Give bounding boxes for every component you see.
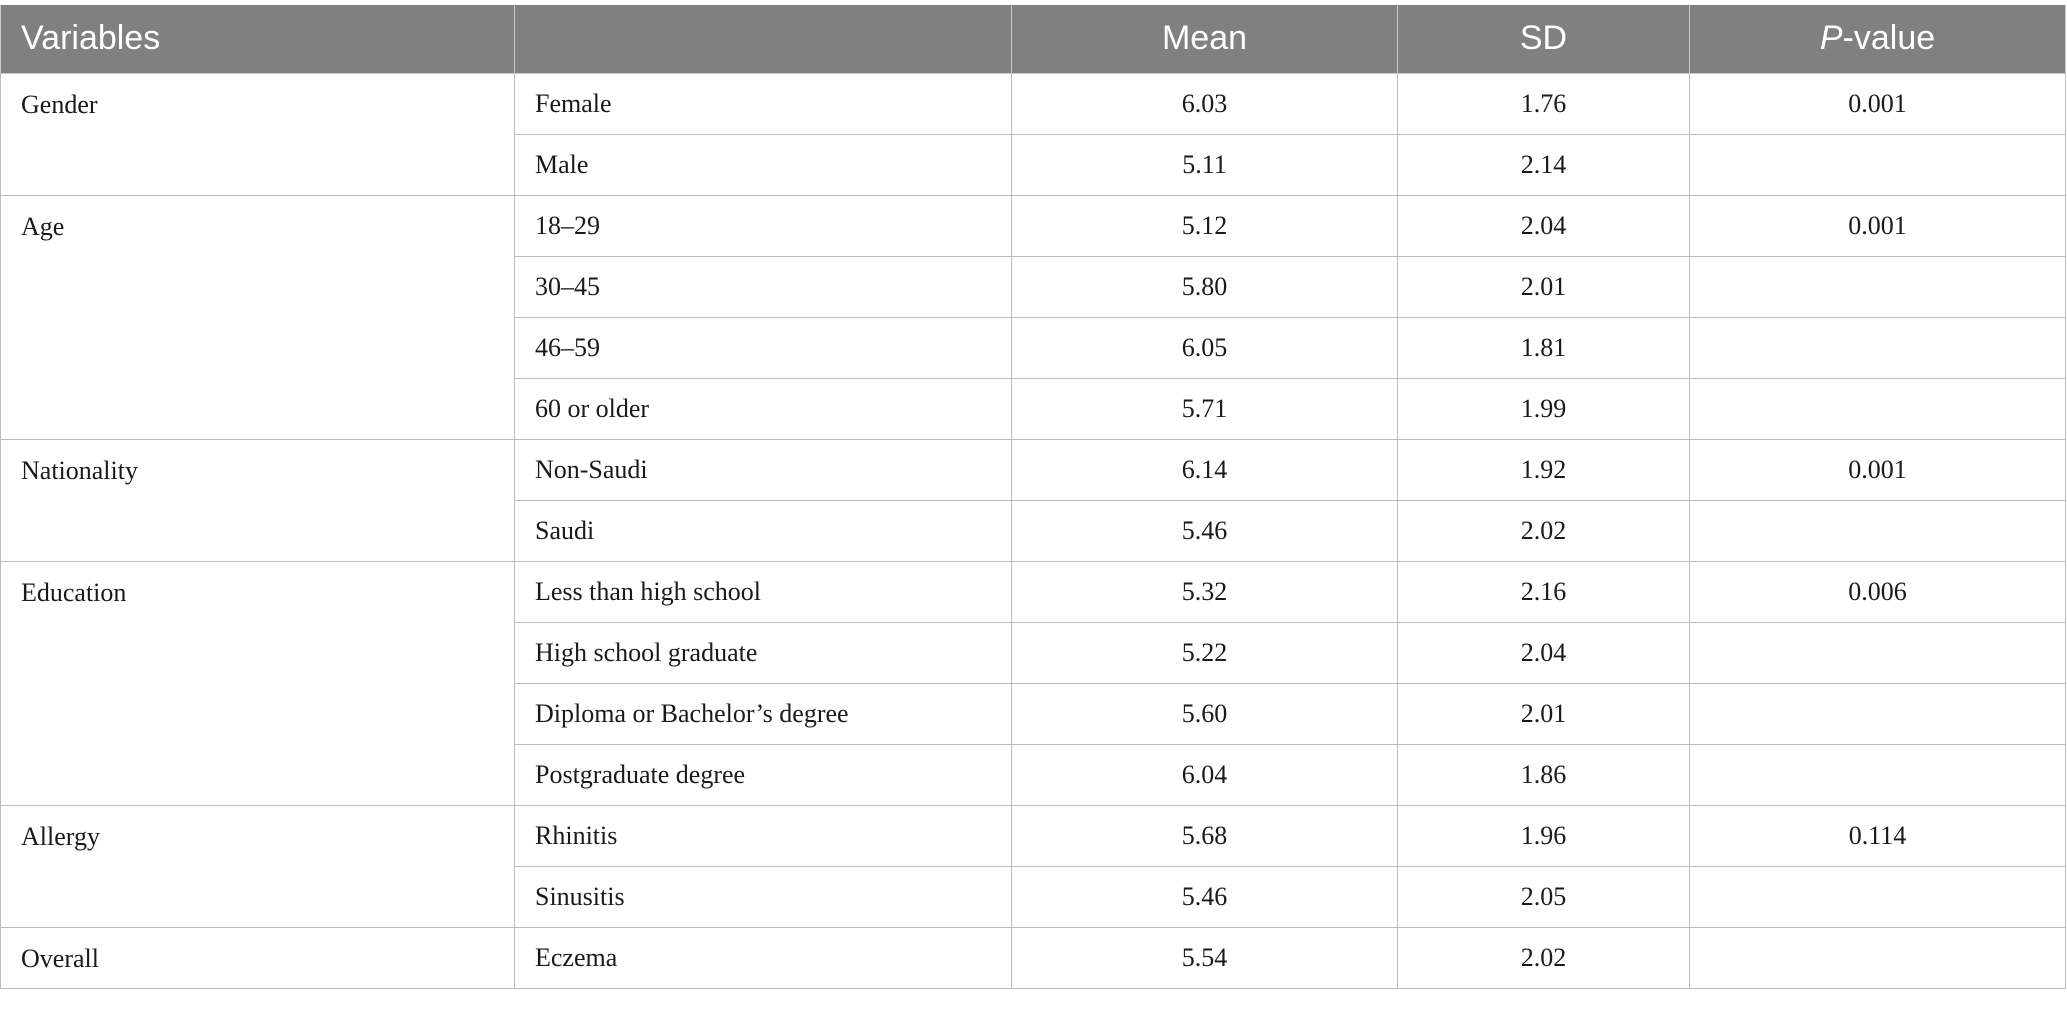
category-cell: 30–45 [515,256,1012,317]
sd-cell: 1.81 [1398,317,1690,378]
variable-cell: Education [1,561,515,805]
category-cell: 46–59 [515,317,1012,378]
mean-cell: 5.22 [1012,622,1398,683]
p-value-cell: 0.006 [1690,561,2066,622]
sd-cell: 1.76 [1398,73,1690,134]
p-value-cell [1690,683,2066,744]
sd-cell: 2.04 [1398,622,1690,683]
p-value-cell: 0.001 [1690,439,2066,500]
mean-cell: 5.71 [1012,378,1398,439]
sd-cell: 2.02 [1398,927,1690,988]
p-value-cell [1690,134,2066,195]
category-cell: Female [515,73,1012,134]
category-cell: Diploma or Bachelor’s degree [515,683,1012,744]
category-cell: Sinusitis [515,866,1012,927]
p-value-cell [1690,256,2066,317]
table-header [1,5,2066,73]
header-sd: SD [1398,5,1690,73]
sd-cell: 2.01 [1398,256,1690,317]
mean-cell: 5.11 [1012,134,1398,195]
mean-cell: 6.05 [1012,317,1398,378]
header-category [515,5,1012,73]
category-cell: Rhinitis [515,805,1012,866]
variable-cell: Age [1,195,515,439]
variable-cell: Nationality [1,439,515,561]
variable-cell: Gender [1,73,515,195]
mean-cell: 5.46 [1012,866,1398,927]
results-table [0,5,2066,989]
table-row [1,561,2066,622]
p-value-cell: 0.114 [1690,805,2066,866]
variable-cell: Allergy [1,805,515,927]
table-body [1,73,2066,988]
mean-cell: 5.60 [1012,683,1398,744]
sd-cell: 2.14 [1398,134,1690,195]
table-row [1,73,2066,134]
table-row [1,927,2066,988]
sd-cell: 1.99 [1398,378,1690,439]
header-p-suffix: -value [1842,19,1936,58]
header-variables: Variables [1,5,515,73]
sd-cell: 2.02 [1398,500,1690,561]
mean-cell: 5.80 [1012,256,1398,317]
sd-cell: 2.01 [1398,683,1690,744]
mean-cell: 5.32 [1012,561,1398,622]
mean-cell: 5.46 [1012,500,1398,561]
category-cell: 60 or older [515,378,1012,439]
table-row [1,195,2066,256]
category-cell: Eczema [515,927,1012,988]
mean-cell: 6.04 [1012,744,1398,805]
table-row [1,439,2066,500]
p-value-cell [1690,500,2066,561]
p-value-cell: 0.001 [1690,73,2066,134]
category-cell: Saudi [515,500,1012,561]
header-row [1,5,2066,73]
table-row [1,805,2066,866]
header-p-value [1690,5,2066,73]
p-value-cell [1690,317,2066,378]
header-mean: Mean [1012,5,1398,73]
sd-cell: 2.05 [1398,866,1690,927]
category-cell: 18–29 [515,195,1012,256]
p-value-cell [1690,744,2066,805]
sd-cell: 1.96 [1398,805,1690,866]
p-value-cell [1690,866,2066,927]
variable-cell: Overall [1,927,515,988]
header-p-italic: P [1819,19,1843,58]
sd-cell: 1.92 [1398,439,1690,500]
p-value-cell: 0.001 [1690,195,2066,256]
mean-cell: 5.54 [1012,927,1398,988]
mean-cell: 5.12 [1012,195,1398,256]
category-cell: Non-Saudi [515,439,1012,500]
p-value-cell [1690,622,2066,683]
p-value-cell [1690,927,2066,988]
category-cell: Less than high school [515,561,1012,622]
category-cell: Postgraduate degree [515,744,1012,805]
mean-cell: 6.14 [1012,439,1398,500]
category-cell: High school graduate [515,622,1012,683]
p-value-cell [1690,378,2066,439]
sd-cell: 1.86 [1398,744,1690,805]
category-cell: Male [515,134,1012,195]
sd-cell: 2.16 [1398,561,1690,622]
sd-cell: 2.04 [1398,195,1690,256]
mean-cell: 5.68 [1012,805,1398,866]
mean-cell: 6.03 [1012,73,1398,134]
